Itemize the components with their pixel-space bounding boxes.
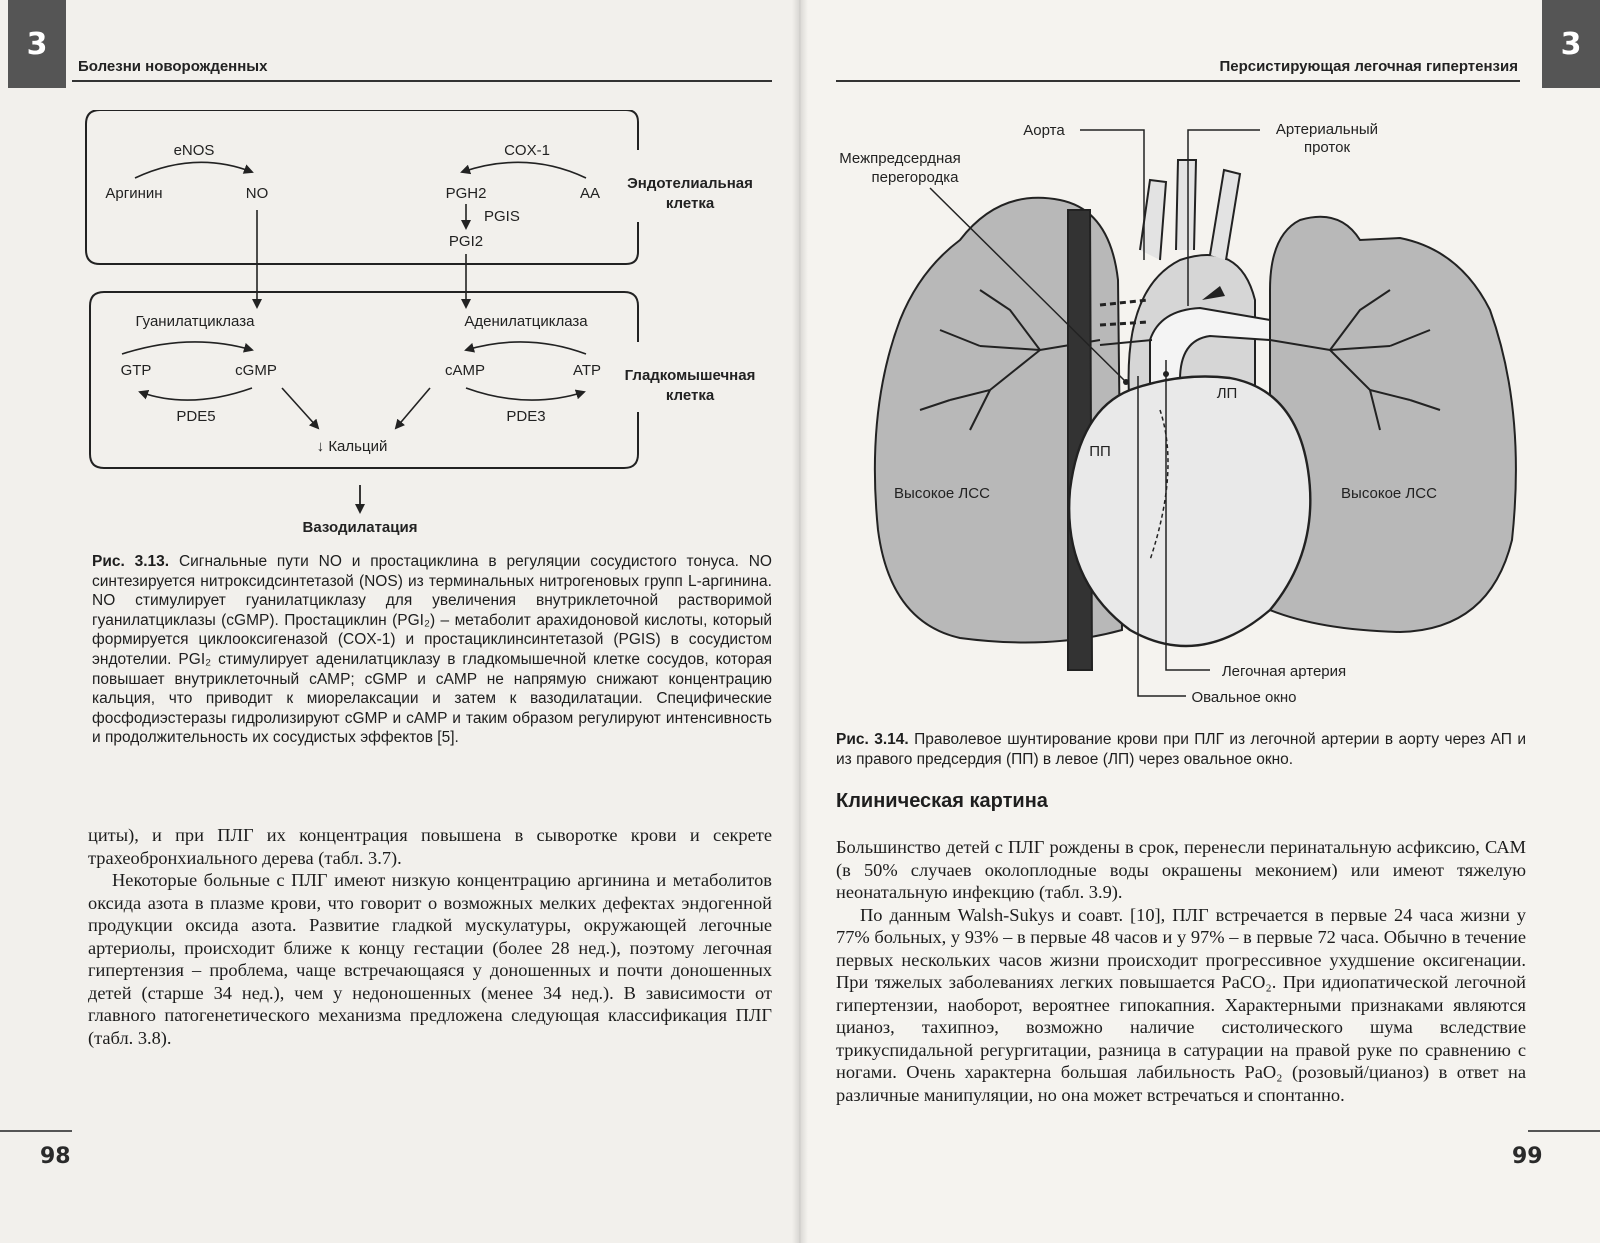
heart [1069,377,1310,647]
cox1-label: COX-1 [504,142,550,159]
figure-3-14-caption [836,730,1526,769]
camp-calcium-arrow [396,388,430,428]
calcium-label: ↓ Кальций [316,438,388,455]
caption-text: Сигнальные пути NO и простациклина в регуляции сосудистого тонуса. NO синтезируется нитроксидсинтетазой (NOS) из терминальных нитрогеновых групп L-аргинина. NO стимулирует гуанилатциклазу для увеличения внутриклеточной растворимой гуанилатциклазы (cGMP). Простациклин (PGI₂) – метаболит арахидоновой кислоты, который формируется циклооксигеназой (COX-1) и простациклинсинтетазой (PGIS) в сосудистом эндотелии. PGI₂ стимулирует аденилатциклазу в гладкомышечной клетке сосудов, которая повышает внутриклеточный cAMP; cGMP и cAMP не напрямую снижают концентрацию кальция, что приводит к миорелаксации и затем к вазодилатации. Специфические фосфодиэстеразы гидролизируют cGMP и cAMP и таким образом регулируют интенсивность и продолжительность их сосудистых эффектов [5]. [92,553,772,747]
septum-label-1: Межпредсердная [839,150,961,167]
enos-label: eNOS [173,142,215,159]
ductus-label-2: проток [1303,139,1351,156]
endothelial-label-2: клетка [665,195,715,212]
aa-label: AA [579,185,601,202]
pde5-label: PDE5 [176,408,216,425]
pgi2-label: PGI2 [448,233,484,250]
page-number: 99 [1512,1144,1543,1169]
chapter-tab: 3 [1542,0,1600,88]
footer-rule [0,1130,72,1132]
body-text [88,824,772,1049]
section-title: Клиническая картина [836,790,1048,812]
gc-label: Гуанилатциклаза [135,313,255,330]
paragraph: Некоторые больные с ПЛГ имеют низкую концентрацию аргинина и метаболитов оксида азота в плазме крови, что говорит о возможных мелких дефектах эндогенной продукции оксида азота. Развитие гладкой мускулатуры, окружающей легочные артериолы, происходит ближе к концу гестации (более 28 нед.), поэтому легочная гипертензия – проблема, чаще встречающаяся у доношенных и почти доношенных детей (старше 34 нед.), чем у недоношенных (менее 34 нед.). В зависимости от главного патогенетического механизма предложена следующая классификация ПЛГ (табл. 3.8). [88,870,772,1048]
aortic-branch-3 [1210,170,1240,260]
chapter-tab: 3 [8,0,66,88]
gc-arrow [122,342,252,354]
enos-arrow [135,162,252,178]
body-text [836,836,1526,1106]
running-head: Болезни новорожденных [78,58,268,75]
camp-label: cAMP [444,362,486,379]
endothelial-label-1: Эндотелиальная [627,175,753,192]
septum-dot [1123,379,1129,385]
pgh2-label: PGH2 [445,185,487,202]
oval-window-label: Овальное окно [1191,689,1297,706]
aorta-label: Аорта [1023,122,1065,139]
caption-label: Рис. 3.14. [836,731,909,748]
paragraph: По данным Walsh-Sukys и соавт. [10], ПЛГ встречается в первые 24 часа жизни у 77% больных, у 93% – в первые 48 часов и у 97% – в первые 72 часа. Обычно в течение первых нескольких часов жизни происходит прогрессивное ухудшение оксигенации. При тяжелых заболеваниях легких повышается PaCO₂. При идиопатической легочной гипертензии, наоборот, вероятнее гипокапния. Характерными признаками являются цианоз, тахипноэ, возможно наличие систолического шума вследствие трикуспидальной регургитации, разница в сатурации на правой руке по сравнению с ногами. Очень характерна большая лабильность PaO₂ (розовый/цианоз) в ответ на различные манипуляции, но она может встречаться и спонтанно. [836,904,1526,1105]
paragraph: Большинство детей с ПЛГ рождены в срок, перенесли перинатальную асфиксию, САМ (в 50% случаев околоплодные воды окрашены меконием) или имеют тяжелую неонатальную инфекцию (табл. 3.9). [836,837,1526,902]
smooth-label-1: Гладкомышечная [624,367,756,384]
book-gutter [792,0,808,1243]
figure-3-14-diagram [800,110,1600,710]
high-pvr-right-label: Высокое ЛСС [1341,485,1437,502]
running-head: Персистирующая легочная гипертензия [1219,58,1518,75]
header-rule [72,80,772,82]
footer-rule [1528,1130,1600,1132]
right-page [800,0,1600,1243]
high-pvr-left-label: Высокое ЛСС [894,485,990,502]
figure-3-13-diagram [0,110,800,550]
gtp-label: GTP [120,362,152,379]
pde3-arrow [466,388,584,400]
pgis-label: PGIS [484,208,520,225]
no-label: NO [245,185,269,202]
page-number: 98 [40,1144,71,1169]
atp-label: ATP [572,362,602,379]
arginine-label: Аргинин [105,185,163,202]
cgmp-label: cGMP [235,362,277,379]
ac-label: Аденилатциклаза [464,313,588,330]
la-label: ЛП [1216,385,1238,402]
pde3-label: PDE3 [506,408,546,425]
septum-label-2: перегородка [871,169,959,186]
endothelial-cell-box [86,110,638,264]
cgmp-calcium-arrow [282,388,318,428]
caption-text: Праволевое шунтирование крови при ПЛГ из легочной артерии в аорту через АП и из правого предсердия (ПП) в левое (ЛП) через овальное окно. [836,731,1526,768]
pulm-artery-label: Легочная артерия [1221,663,1347,680]
paragraph: циты), и при ПЛГ их концентрация повышена в сыворотке крови и секрете трахеобронхиального дерева (табл. 3.7). [88,825,772,868]
header-rule [836,80,1520,82]
figure-3-13-caption [92,552,772,748]
ductus-label-1: Артериальный [1275,121,1379,138]
cox1-arrow [462,162,586,178]
smooth-label-2: клетка [665,387,715,404]
vasodilation-label: Вазодилатация [302,519,418,536]
pde5-arrow [140,388,252,400]
pulm-artery-dot [1163,371,1169,377]
right-lung [1270,217,1516,632]
caption-label: Рис. 3.13. [92,553,170,570]
ac-arrow [466,342,586,354]
ra-label: ПП [1089,443,1111,460]
aortic-branch-2 [1176,160,1196,250]
